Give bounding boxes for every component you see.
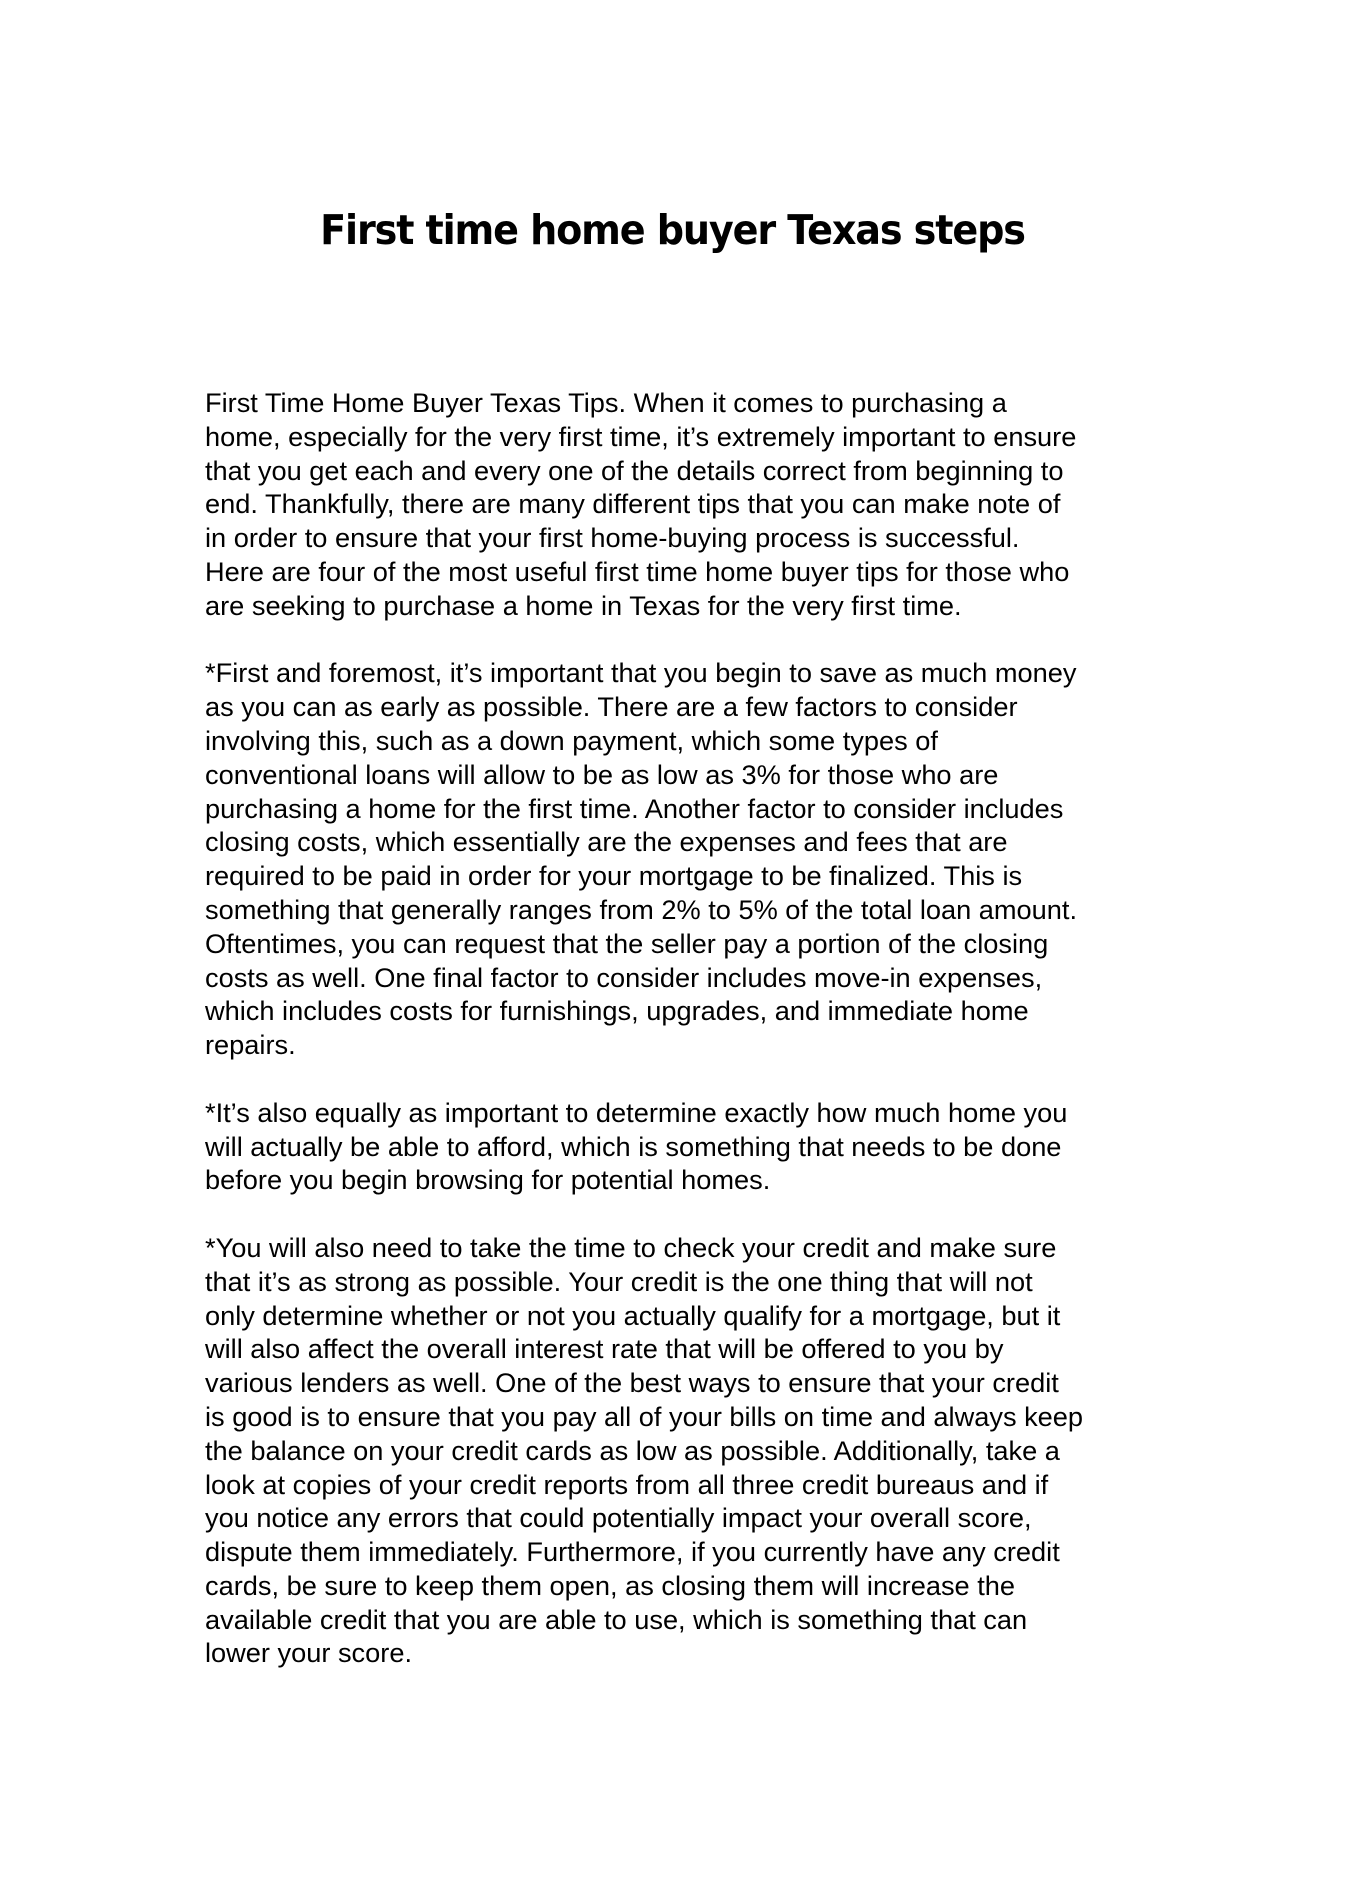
text-line: as you can as early as possible. There are a few factors to consider [205, 691, 1018, 723]
text-line: involving this, such as a down payment, which some types of [205, 724, 938, 756]
text-line: *It’s also equally as important to determine exactly how much home you [205, 1096, 1068, 1128]
text-line: Oftentimes, you can request that the seller pay a portion of the closing [205, 927, 1049, 959]
text-line: dispute them immediately. Furthermore, if you currently have any credit [205, 1536, 1060, 1568]
intro-paragraph [205, 386, 1185, 623]
text-line: conventional loans will allow to be as low as 3% for those who are [205, 758, 999, 790]
tip-savings-paragraph [205, 656, 1185, 1062]
text-line: the balance on your credit cards as low as possible. Additionally, take a [205, 1434, 1060, 1466]
text-line: First Time Home Buyer Texas Tips. When it comes to purchasing a [205, 387, 1007, 418]
text-line: lower your score. [205, 1637, 412, 1669]
tip-affordability-paragraph [205, 1096, 1185, 1197]
text-line: something that generally ranges from 2% to 5% of the total loan amount. [205, 893, 1078, 925]
text-line: *First and foremost, it’s important that you begin to save as much money [205, 657, 1077, 689]
text-line: are seeking to purchase a home in Texas for the very first time. [205, 589, 962, 621]
text-line: required to be paid in order for your mortgage to be finalized. This is [205, 860, 1023, 892]
text-line: will actually be able to afford, which is something that needs to be done [205, 1130, 1062, 1162]
tip-credit-paragraph [205, 1231, 1185, 1670]
document-title: First time home buyer Texas steps [320, 206, 1025, 254]
text-line: end. Thankfully, there are many different tips that you can make note of [205, 488, 1061, 520]
text-line: only determine whether or not you actually qualify for a mortgage, but it [205, 1299, 1061, 1331]
text-line: you notice any errors that could potentially impact your overall score, [205, 1502, 1032, 1534]
text-line: will also affect the overall interest rate that will be offered to you by [205, 1333, 1004, 1365]
text-line: *You will also need to take the time to check your credit and make sure [205, 1231, 1057, 1263]
text-line: before you begin browsing for potential homes. [205, 1164, 771, 1196]
text-line: cards, be sure to keep them open, as closing them will increase the [205, 1569, 1016, 1601]
text-line: repairs. [205, 1029, 296, 1061]
text-line: that it’s as strong as possible. Your credit is the one thing that will not [205, 1265, 1033, 1297]
text-line: look at copies of your credit reports from all three credit bureaus and if [205, 1468, 1049, 1500]
text-line: available credit that you are able to use, which is something that can [205, 1603, 1028, 1635]
text-line: closing costs, which essentially are the expenses and fees that are [205, 826, 1008, 858]
document-body [205, 386, 1185, 1704]
text-line: in order to ensure that your first home-buying process is successful. [205, 522, 1020, 554]
text-line: that you get each and every one of the details correct from beginning to [205, 454, 1064, 486]
text-line: which includes costs for furnishings, upgrades, and immediate home [205, 995, 1029, 1027]
text-line: various lenders as well. One of the best ways to ensure that your credit [205, 1367, 1059, 1399]
text-line: home, especially for the very first time, it’s extremely important to ensure [205, 420, 1077, 452]
text-line: costs as well. One final factor to consider includes move-in expenses, [205, 961, 1043, 993]
text-line: Here are four of the most useful first time home buyer tips for those who [205, 555, 1070, 587]
text-line: is good is to ensure that you pay all of your bills on time and always keep [205, 1400, 1084, 1432]
text-line: purchasing a home for the first time. Another factor to consider includes [205, 792, 1064, 824]
